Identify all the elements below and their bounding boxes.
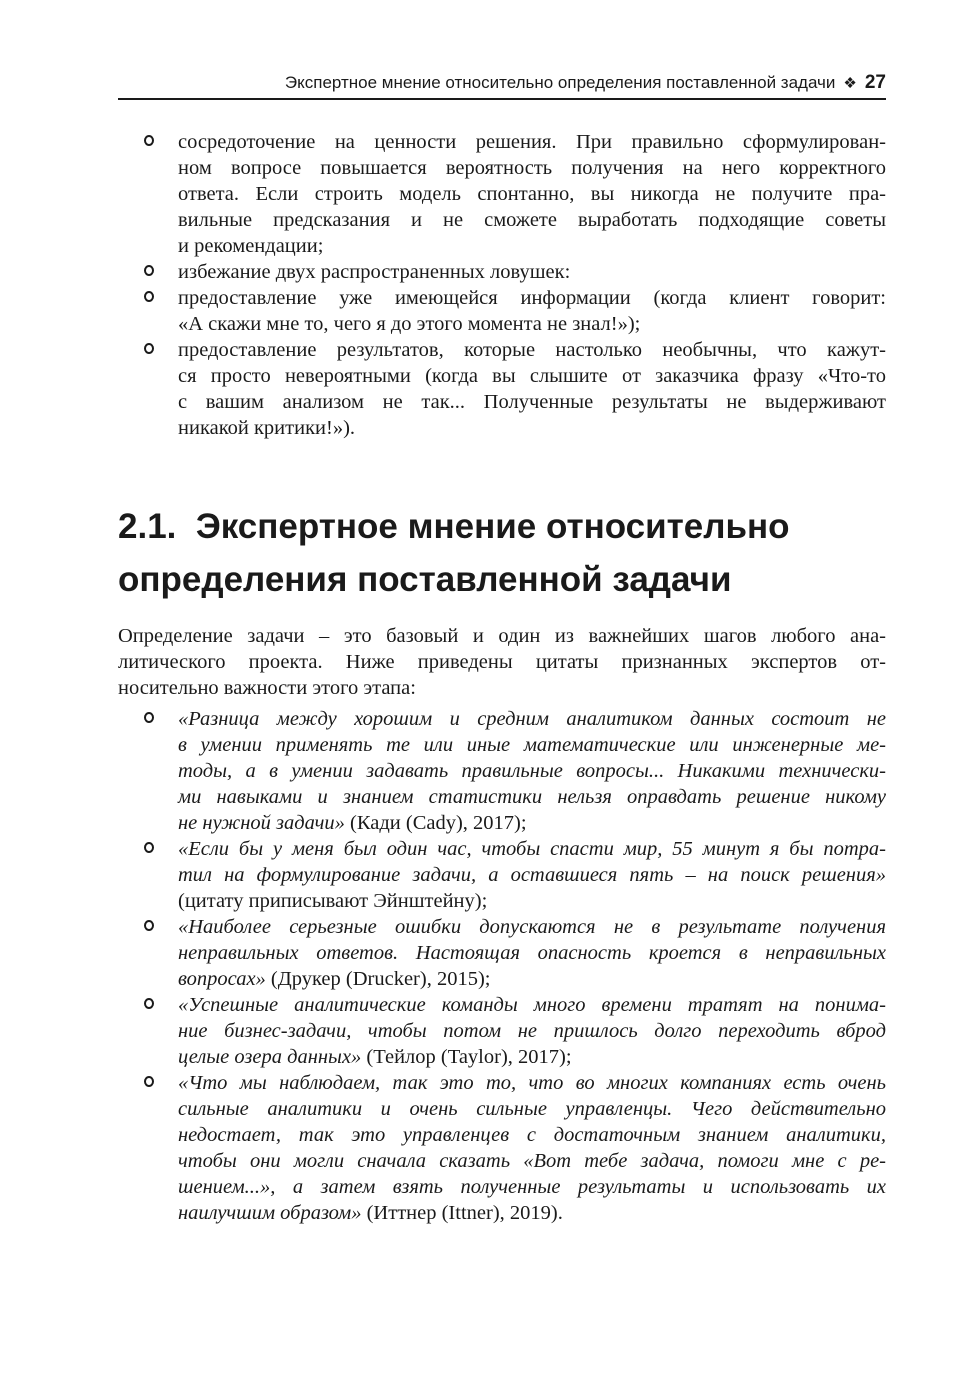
top-bullet-list — [118, 129, 886, 441]
plain-text: ся просто невероятными (когда вы слышите от заказчика фразу «Что-то — [178, 365, 886, 387]
plain-text: предоставление уже имеющейся информации (когда клиент говорит: — [178, 287, 886, 309]
heading-line-1: 2.1. Экспертное мнение относительно — [118, 507, 790, 546]
text-line — [178, 259, 886, 285]
text-line — [178, 914, 886, 940]
text-line — [178, 862, 886, 888]
plain-text: носительно важности этого этапа: — [118, 677, 416, 699]
intro-paragraph — [118, 623, 886, 701]
quote-text: не нужной задачи» — [178, 812, 345, 834]
quote-text: «Разница между хорошим и средним аналитиком данных состоит не — [178, 708, 886, 730]
plain-text: предоставление результатов, которые настолько необычны, что кажут- — [178, 339, 886, 361]
text-line — [178, 784, 886, 810]
list-item — [118, 706, 886, 836]
separator-icon: ❖ — [843, 75, 857, 92]
text-line — [178, 415, 886, 441]
quote-text: шением...», а затем взять полученные результаты и использовать их — [178, 1176, 886, 1198]
text-line — [118, 675, 886, 701]
quote-text: неправильных ответов. Настоящая опасность кроется в неправильных — [178, 942, 886, 964]
text-line — [178, 129, 886, 155]
quote-text: тил на формулирование задачи, а оставшиеся пять – на поиск решения» — [178, 864, 886, 886]
plain-text: литического проекта. Ниже приведены цитаты признанных экспертов от- — [118, 651, 886, 673]
quote-text: ние бизнес-задачи, чтобы потом не пришлось долго переходить вброд — [178, 1020, 886, 1042]
plain-text: (Кади (Cady), 2017); — [344, 812, 527, 834]
quote-text: «Что мы наблюдаем, так это то, что во многих компаниях есть очень — [178, 1072, 886, 1094]
quote-text: наилучшим образом» — [178, 1202, 362, 1224]
text-line — [118, 649, 886, 675]
list-item — [118, 836, 886, 914]
text-line — [178, 836, 886, 862]
text-line — [178, 1200, 886, 1226]
quotes-list — [118, 706, 886, 1226]
text-line — [178, 758, 886, 784]
bullet-circle-icon — [144, 920, 154, 931]
text-line — [178, 233, 886, 259]
bullet-circle-icon — [144, 265, 154, 276]
list-item — [118, 914, 886, 992]
plain-text: (Друкер (Drucker), 2015); — [265, 968, 491, 990]
text-line — [178, 1018, 886, 1044]
quote-text: вопросах» — [178, 968, 266, 990]
text-line — [178, 311, 886, 337]
text-line — [178, 337, 886, 363]
quote-text: «Наиболее серьезные ошибки допускаются не в результате получения — [178, 916, 886, 938]
list-item — [118, 992, 886, 1070]
bullet-circle-icon — [144, 998, 154, 1009]
text-line — [178, 732, 886, 758]
bullet-circle-icon — [144, 842, 154, 853]
quote-text: в умении применять те или иные математические или инженерные ме- — [178, 734, 886, 756]
plain-text: вильные предсказания и не сможете выработать подходящие советы — [178, 209, 886, 231]
text-line — [178, 207, 886, 233]
bullet-circle-icon — [144, 343, 154, 354]
text-line — [118, 623, 886, 649]
text-line — [178, 992, 886, 1018]
list-item — [118, 337, 886, 441]
text-line — [178, 1070, 886, 1096]
text-line — [178, 181, 886, 207]
page-number: 27 — [864, 72, 886, 93]
quote-text: «Если бы у меня был один час, чтобы спасти мир, 55 минут я бы потра- — [178, 838, 886, 860]
text-line — [178, 1174, 886, 1200]
running-header — [118, 70, 886, 100]
heading-line-2: определения поставленной задачи — [118, 560, 732, 599]
plain-text: «А скажи мне то, чего я до этого момента не знал!»); — [178, 313, 641, 335]
quote-text: целые озера данных» — [178, 1046, 362, 1068]
plain-text: никакой критики!»). — [178, 417, 356, 439]
plain-text: ном вопросе повышается вероятность получения на него корректного — [178, 157, 886, 179]
quote-text: ми навыками и знанием статистики нельзя оправдать решение никому — [178, 786, 886, 808]
plain-text: сосредоточение на ценности решения. При правильно сформулирован- — [178, 131, 886, 153]
text-line — [178, 1122, 886, 1148]
plain-text: и рекомендации; — [178, 235, 324, 257]
list-item — [118, 1070, 886, 1226]
plain-text: избежание двух распространенных ловушек: — [178, 261, 571, 283]
text-line — [178, 940, 886, 966]
plain-text: Определение задачи – это базовый и один из важнейших шагов любого ана- — [118, 625, 886, 647]
text-line — [178, 966, 886, 992]
section-heading — [118, 500, 886, 606]
text-line — [178, 706, 886, 732]
plain-text: ответа. Если строить модель спонтанно, вы никогда не получите пра- — [178, 183, 886, 205]
text-line — [178, 1044, 886, 1070]
bullet-circle-icon — [144, 291, 154, 302]
quote-text: тоды, а в умении задавать правильные вопросы... Никакими технически- — [178, 760, 886, 782]
quote-text: сильные аналитики и очень сильные управленцы. Чего действительно — [178, 1098, 886, 1120]
list-item — [118, 259, 886, 285]
text-line — [178, 363, 886, 389]
running-title: Экспертное мнение относительно определения поставленной задачи — [284, 73, 836, 92]
bullet-circle-icon — [144, 712, 154, 723]
text-line — [178, 389, 886, 415]
plain-text: (Иттнер (Ittner), 2019). — [361, 1202, 563, 1224]
text-line — [178, 1096, 886, 1122]
quote-text: чтобы они могли сначала сказать «Вот тебе задача, помоги мне с ре- — [178, 1150, 886, 1172]
text-line — [178, 285, 886, 311]
text-line — [178, 888, 886, 914]
bullet-circle-icon — [144, 135, 154, 146]
plain-text: (цитату приписывают Эйнштейну); — [178, 890, 488, 912]
quote-text: «Успешные аналитические команды много времени тратят на понима- — [178, 994, 886, 1016]
text-line — [178, 155, 886, 181]
plain-text: с вашим анализом не так... Полученные результаты не выдерживают — [178, 391, 886, 413]
list-item — [118, 285, 886, 337]
quote-text: недостает, так это управленцев с достаточным знанием аналитики, — [178, 1124, 886, 1146]
text-line — [178, 810, 886, 836]
plain-text: (Тейлор (Taylor), 2017); — [361, 1046, 572, 1068]
list-item — [118, 129, 886, 259]
text-line — [178, 1148, 886, 1174]
bullet-circle-icon — [144, 1076, 154, 1087]
